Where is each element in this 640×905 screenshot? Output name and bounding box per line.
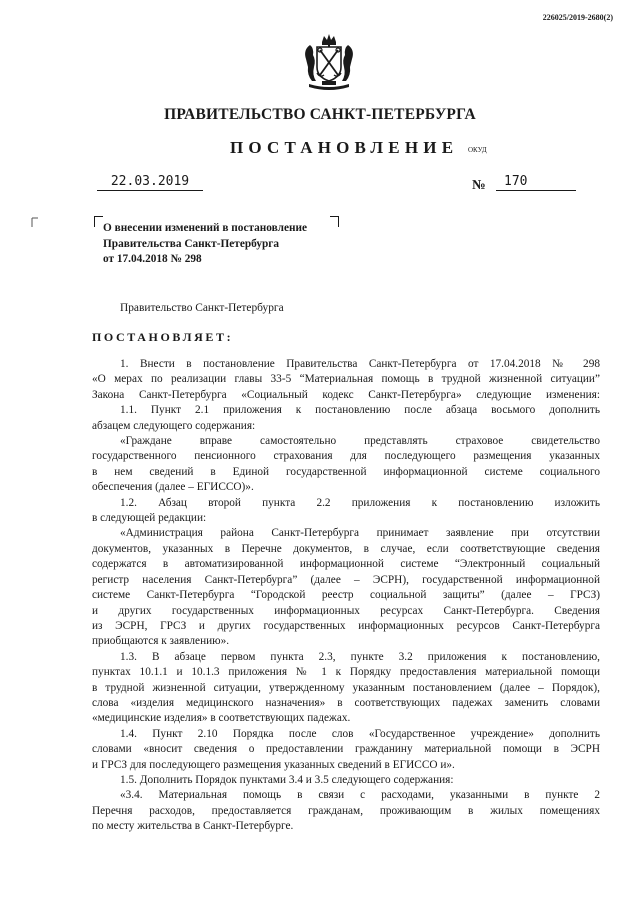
document-type-title: ПОСТАНОВЛЕНИЕ (230, 138, 459, 157)
body-line: содержатся в автоматизированной информационной системе “Электронный социальный (92, 558, 600, 571)
body-line: Перечня расходов, предоставляется гражданам, проживающим в жилых помещениях (92, 804, 600, 817)
body-line: 1.1. Пункт 2.1 приложения к постановлению после абзаца восьмого дополнить (120, 404, 600, 417)
body-line: 1.5. Дополнить Порядок пунктами 3.4 и 3.5 следующего содержания: (120, 773, 454, 786)
body-line: пунктах 10.1.1 и 10.1.3 приложения № 1 к Порядку предоставления материальной помощи (92, 666, 600, 679)
body-line: абзацем следующего содержания: (92, 419, 256, 432)
subject-line: от 17.04.2018 № 298 (103, 253, 202, 265)
body-line: «медицинские изделия» в соответствующих падежах. (92, 712, 351, 725)
body-line: 1. Внести в постановление Правительства Санкт-Петербурга от 17.04.2018 № 298 (120, 358, 600, 370)
body-line: 1.4. Пункт 2.10 Порядка после слов «Государственное учреждение» дополнить (120, 727, 600, 740)
body-line: из ЭСРН, ГРСЗ и других государственных информационных ресурсов Санкт-Петербурга (92, 619, 600, 632)
body-line: государственного пенсионного страхования для последующего размещения указанных (92, 450, 600, 463)
organization-title: ПРАВИТЕЛЬСТВО САНКТ-ПЕТЕРБУРГА (164, 106, 476, 123)
body-line: документов, указанных в Перечне документов, в случае, если соответствующие сведения (92, 542, 600, 555)
subject-line: О внесении изменений в постановление (103, 222, 308, 234)
document-date: 22.03.2019 (97, 174, 203, 191)
document-number: 170 (496, 174, 576, 191)
body-line: 1.2. Абзац второй пункта 2.2 приложения к постановлению изложить (120, 496, 600, 509)
body-line: Закона Санкт-Петербурга «Социальный кодекс Санкт-Петербурга» следующие изменения: (92, 388, 600, 401)
body-line: в трудной жизненной ситуации, утвержденному указанным постановлением (далее – Порядок), (92, 681, 600, 694)
body-line: регистр населения Санкт-Петербурга” (далее – ЭСРН), государственной информационной (92, 573, 600, 586)
subject-line: Правительства Санкт-Петербурга (103, 237, 280, 250)
body-line: 1.3. В абзаце первом пункта 2.3, пункте 3.2 приложения к постановлению, (120, 650, 600, 663)
body-line: «Администрация района Санкт-Петербурга принимает заявление при отсутствии (120, 527, 600, 540)
body-line: приобщаются к заявлению». (92, 635, 230, 648)
okud-label: ОКУД (468, 146, 487, 154)
body-line: системе Санкт-Петербурга “Городской реестр социальной защиты” (далее – ГРСЗ) (92, 589, 600, 602)
body-line: слова «изделия медицинского назначения» в соответствующих падежах заменить словами (92, 696, 600, 709)
body-line: словами «вносит сведения о предоставлении гражданину материальной помощи в ЭСРН (92, 743, 600, 756)
body-line: в нем сведений в Единой государственной информационной системе социального (92, 465, 600, 478)
body-line: в следующей редакции: (92, 512, 207, 525)
body-line: «Граждане вправе самостоятельно представлять страховое свидетельство (120, 435, 600, 448)
issuer-line: Правительство Санкт-Петербурга (120, 302, 284, 314)
body-line: «О мерах по реализации главы 33-5 “Материальная помощь в трудной жизненной ситуации” (92, 373, 600, 386)
saint-petersburg-coat-of-arms-icon (300, 33, 358, 95)
subject-bracket-left (94, 216, 103, 227)
document-registration-number: 226025/2019-2680(2) (542, 13, 613, 22)
body-line: обеспечения (далее – ЕГИССО)». (92, 481, 254, 494)
document-subject (103, 221, 363, 268)
document-body (92, 357, 600, 835)
body-line: и других государственных информационных ресурсах Санкт-Петербурга. Сведения (92, 604, 600, 617)
resolves-heading: ПОСТАНОВЛЯЕТ: (92, 330, 234, 344)
body-line: «3.4. Материальная помощь в связи с расходами, указанными в пункте 2 (120, 789, 600, 802)
body-line: по месту жительства в Санкт-Петербурге. (92, 820, 294, 833)
margin-bracket-mark (30, 216, 42, 228)
number-sign: № (472, 177, 486, 192)
body-line: и ГРСЗ для последующего размещения указанных сведений в ЕГИССО и». (92, 758, 455, 771)
